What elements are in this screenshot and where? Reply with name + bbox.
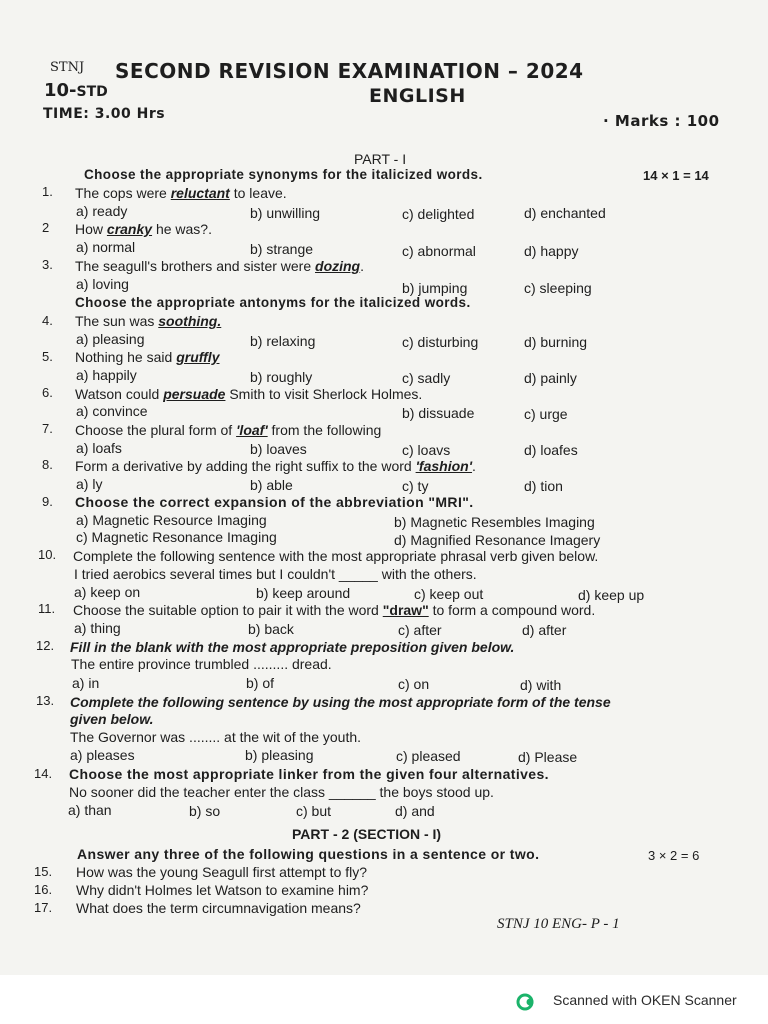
q5-option-c: c) sadly xyxy=(402,370,451,386)
q1-number: 1. xyxy=(42,184,53,199)
q14-number: 14. xyxy=(34,766,53,781)
exam-title: SECOND REVISION EXAMINATION – 2024 xyxy=(115,59,584,83)
q11-text: Choose the suitable option to pair it with the word "draw" to form a compound word. xyxy=(73,602,596,618)
q9-text: Choose the correct expansion of the abbreviation "MRI". xyxy=(75,494,474,510)
q3-option-b: b) jumping xyxy=(402,280,468,296)
q11-number: 11. xyxy=(38,601,56,616)
q10-number: 10. xyxy=(38,547,57,562)
q8-option-c: c) ty xyxy=(402,478,429,494)
q11-option-c: c) after xyxy=(398,622,442,638)
q5-text: Nothing he said gruffly xyxy=(75,349,220,365)
q6-text: Watson could persuade Smith to visit Sherlock Holmes. xyxy=(75,386,423,402)
q12-option-a: a) in xyxy=(72,675,100,691)
q15-number: 15. xyxy=(34,864,53,879)
q13-sentence: The Governor was ........ at the wit of the youth. xyxy=(70,729,362,745)
q13-option-b: b) pleasing xyxy=(245,747,314,763)
part1-score: 14 × 1 = 14 xyxy=(643,168,709,183)
q7-number: 7. xyxy=(42,421,53,436)
board-code: STNJ xyxy=(50,60,85,75)
q7-option-c: c) loavs xyxy=(402,442,451,458)
q6-option-b: b) dissuade xyxy=(402,405,475,421)
q8-number: 8. xyxy=(42,457,53,472)
q1-option-a: a) ready xyxy=(76,203,128,219)
class-label: 10-STD xyxy=(44,80,108,101)
q12-option-b: b) of xyxy=(246,675,275,691)
q4-option-a: a) pleasing xyxy=(76,331,145,347)
q10-option-a: a) keep on xyxy=(74,584,141,600)
q12-sentence: The entire province trumbled ......... dread. xyxy=(71,656,332,672)
q4-number: 4. xyxy=(42,313,53,328)
q14-option-c: c) but xyxy=(296,803,332,819)
q16-number: 16. xyxy=(34,882,53,897)
q17-text: What does the term circumnavigation means? xyxy=(76,900,361,916)
subject-title: ENGLISH xyxy=(369,85,466,107)
q8-text: Form a derivative by adding the right suffix to the word 'fashion'. xyxy=(75,458,476,474)
page-footer-code: STNJ 10 ENG- P - 1 xyxy=(497,916,620,932)
q1-option-c: c) delighted xyxy=(402,206,475,222)
q1-text: The cops were reluctant to leave. xyxy=(75,185,287,201)
q13-option-a: a) pleases xyxy=(70,747,135,763)
q13-text-line1: Complete the following sentence by using the most appropriate form of the tense xyxy=(70,694,611,710)
q1-option-b: b) unwilling xyxy=(250,205,321,221)
q11-option-a: a) thing xyxy=(74,620,121,636)
q13-number: 13. xyxy=(36,693,55,708)
q3-text: The seagull's brothers and sister were dozing. xyxy=(75,258,365,274)
q14-option-b: b) so xyxy=(189,803,221,819)
q9-option-d: d) Magnified Resonance Imagery xyxy=(394,532,601,548)
q2-number: 2 xyxy=(42,220,50,235)
q12-number: 12. xyxy=(36,638,55,653)
q8-option-a: a) ly xyxy=(76,476,103,492)
q2-option-a: a) normal xyxy=(76,239,136,255)
q11-option-b: b) back xyxy=(248,621,294,637)
q3-option-c: c) sleeping xyxy=(524,280,592,296)
q5-option-a: a) happily xyxy=(76,367,137,383)
q8-option-b: b) able xyxy=(250,477,293,493)
part2-instruction: Answer any three of the following questions in a sentence or two. xyxy=(77,846,540,862)
q6-option-a: a) convince xyxy=(76,403,148,419)
marks-label: · Marks : 100 xyxy=(603,112,720,130)
q9-number: 9. xyxy=(42,494,53,509)
q6-number: 6. xyxy=(42,385,53,400)
q3-option-a: a) loving xyxy=(76,276,129,292)
time-label: TIME: 3.00 Hrs xyxy=(43,106,166,122)
q16-text: Why didn't Holmes let Watson to examine him? xyxy=(76,882,369,898)
q14-sentence: No sooner did the teacher enter the class ______ the boys stood up. xyxy=(69,784,494,800)
q2-text: How cranky he was?. xyxy=(75,221,212,237)
q12-text: Fill in the blank with the most appropriate preposition given below. xyxy=(70,639,515,655)
instruction-antonyms: Choose the appropriate antonyms for the italicized words. xyxy=(75,295,471,310)
q14-text: Choose the most appropriate linker from the given four alternatives. xyxy=(69,766,549,782)
q6-option-c: c) urge xyxy=(524,406,568,422)
q4-option-c: c) disturbing xyxy=(402,334,479,350)
q17-number: 17. xyxy=(34,900,53,915)
q5-option-d: d) painly xyxy=(524,370,577,386)
q7-option-b: b) loaves xyxy=(250,441,307,457)
instruction-synonyms: Choose the appropriate synonyms for the italicized words. xyxy=(84,167,483,182)
part2-title: PART - 2 (SECTION - I) xyxy=(292,826,442,842)
q2-option-b: b) strange xyxy=(250,241,314,257)
scanner-logo-icon xyxy=(516,992,536,1012)
q13-option-c: c) pleased xyxy=(396,748,461,764)
q14-option-d: d) and xyxy=(395,803,435,819)
scanner-watermark: Scanned with OKEN Scanner xyxy=(553,992,737,1008)
q10-sentence: I tried aerobics several times but I couldn't _____ with the others. xyxy=(74,566,477,582)
q9-option-c: c) Magnetic Resonance Imaging xyxy=(76,529,277,545)
q3-number: 3. xyxy=(42,257,53,272)
q2-option-d: d) happy xyxy=(524,243,579,259)
q13-option-d: d) Please xyxy=(518,749,578,765)
part2-score: 3 × 2 = 6 xyxy=(648,848,700,863)
q4-option-d: d) burning xyxy=(524,334,588,350)
q12-option-c: c) on xyxy=(398,676,430,692)
q7-text: Choose the plural form of 'loaf' from the following xyxy=(75,422,382,438)
q8-option-d: d) tion xyxy=(524,478,563,494)
q5-number: 5. xyxy=(42,349,53,364)
q14-option-a: a) than xyxy=(68,802,112,818)
q11-option-d: d) after xyxy=(522,622,567,638)
q4-text: The sun was soothing. xyxy=(75,313,222,329)
part1-title: PART - I xyxy=(354,151,407,167)
q5-option-b: b) roughly xyxy=(250,369,313,385)
q9-option-b: b) Magnetic Resembles Imaging xyxy=(394,514,595,530)
q9-option-a: a) Magnetic Resource Imaging xyxy=(76,512,267,528)
q7-option-a: a) loafs xyxy=(76,440,122,456)
q2-option-c: c) abnormal xyxy=(402,243,476,259)
q1-option-d: d) enchanted xyxy=(524,205,606,221)
q12-option-d: d) with xyxy=(520,677,562,693)
q10-option-d: d) keep up xyxy=(578,587,645,603)
q7-option-d: d) loafes xyxy=(524,442,578,458)
q10-option-c: c) keep out xyxy=(414,586,484,602)
q15-text: How was the young Seagull first attempt to fly? xyxy=(76,864,368,880)
q10-text: Complete the following sentence with the most appropriate phrasal verb given below. xyxy=(73,548,599,564)
q4-option-b: b) relaxing xyxy=(250,333,316,349)
q13-text-line2: given below. xyxy=(70,711,154,727)
q10-option-b: b) keep around xyxy=(256,585,351,601)
